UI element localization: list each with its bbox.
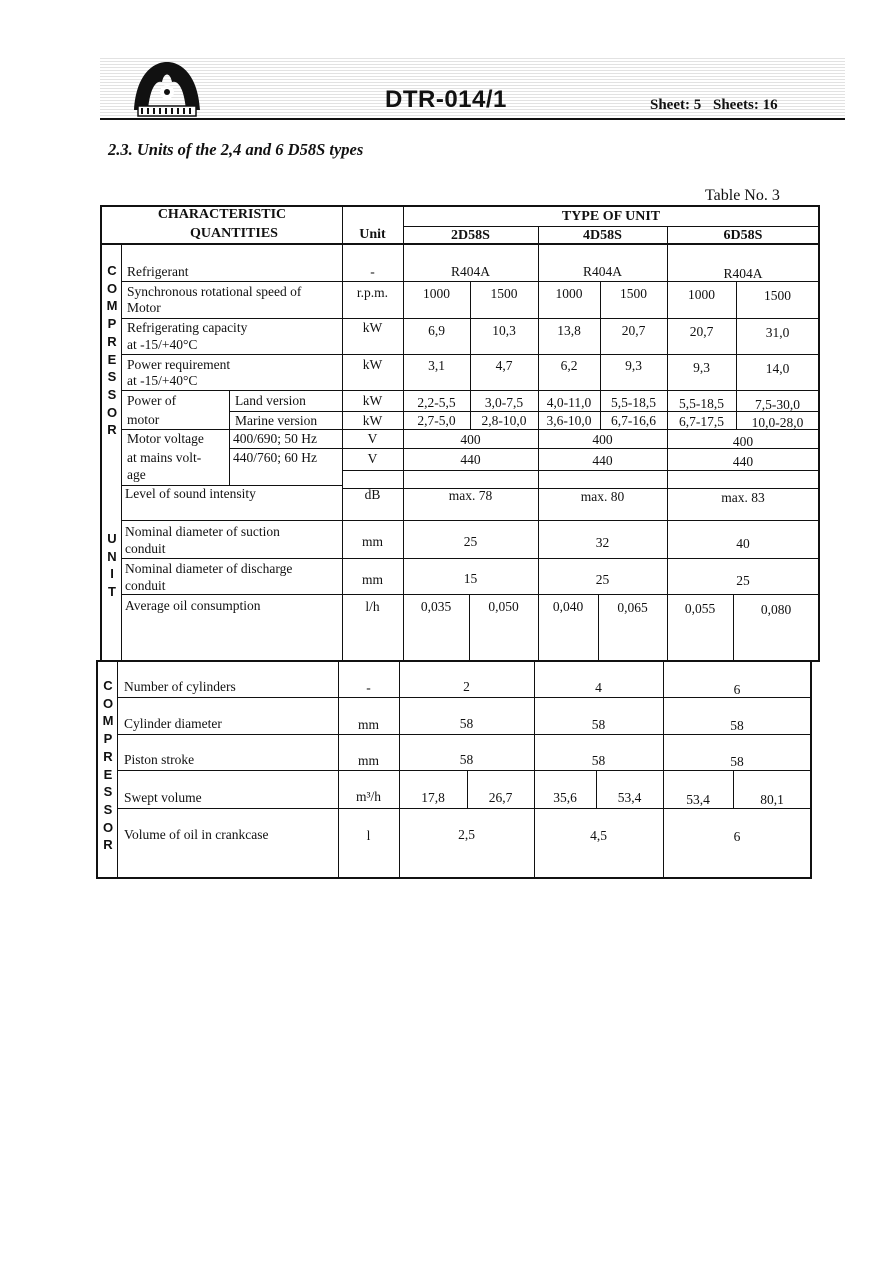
row-marine-v: 6,7-17,5 (679, 414, 724, 429)
row-voltage-r1-label: 400/690; 50 Hz (233, 431, 317, 446)
row-cylinders-label: Number of cylinders (124, 679, 236, 694)
row-power-req-label: Power requirement (127, 357, 231, 372)
row-swept-v: 53,4 (617, 790, 642, 805)
header-quantities: QUANTITIES (190, 226, 278, 241)
row-cylinders-unit: - (366, 680, 371, 695)
row-oil-v: 0,050 (488, 599, 519, 614)
row-refrigerant-2d: R404A (450, 264, 490, 279)
row-land-label: Land version (235, 393, 306, 408)
header-type-of-unit: TYPE OF UNIT (561, 209, 661, 224)
row-voltage-r2-4d: 440 (592, 453, 613, 468)
row-voltage-r2-2d: 440 (460, 452, 481, 467)
row-stroke-label: Piston stroke (124, 752, 195, 767)
row-cyl-diam-unit: mm (357, 717, 379, 732)
row-oil-crank-6d: 6 (733, 829, 741, 844)
row-oil-label: Average oil consumption (125, 598, 261, 613)
row-discharge-6d: 25 (736, 573, 750, 588)
table-number: Table No. 3 (705, 187, 780, 204)
row-power-motor-label-2: motor (127, 412, 160, 427)
row-suction-unit: mm (361, 534, 383, 549)
row-speed-unit: r.p.m. (356, 285, 389, 300)
row-cylinders-6d: 6 (733, 682, 741, 697)
row-voltage-r1-unit: V (367, 431, 378, 446)
row-discharge-label: Nominal diameter of discharge (125, 561, 293, 576)
row-stroke-4d: 58 (591, 753, 606, 768)
row-speed-v: 1000 (555, 286, 583, 301)
row-voltage-r1-6d: 400 (732, 434, 754, 449)
row-stroke-2d: 58 (459, 752, 474, 767)
row-stroke-6d: 58 (730, 754, 744, 769)
row-power-req-v: 6,2 (560, 358, 578, 373)
row-oil-v: 0,065 (617, 600, 648, 615)
row-voltage-r2-label: 440/760; 60 Hz (233, 450, 317, 465)
row-oil-crank-2d: 2,5 (458, 827, 475, 842)
row-line (121, 558, 819, 559)
row-speed-v: 1500 (490, 286, 518, 301)
row-capacity-v: 20,7 (689, 324, 714, 339)
row-marine-label: Marine version (235, 413, 318, 428)
row-speed-v: 1500 (620, 286, 647, 301)
row-oil-v: 0,035 (420, 599, 452, 614)
row-line (121, 594, 819, 595)
row-power-req-v: 4,7 (495, 358, 513, 373)
row-line (342, 470, 819, 471)
row-marine-v: 3,6-10,0 (546, 413, 592, 428)
row-sound-label: Level of sound intensity (125, 486, 256, 501)
header-rule (100, 118, 845, 120)
row-discharge-2d: 15 (463, 571, 478, 586)
row-marine-unit: kW (362, 413, 383, 428)
row-stroke-unit: mm (357, 753, 379, 768)
row-speed-v: 1500 (764, 288, 791, 303)
row-voltage-r1-2d: 400 (460, 432, 481, 447)
row-line (117, 734, 811, 735)
row-swept-label: Swept volume (124, 790, 202, 805)
row-capacity-unit: kW (362, 320, 383, 335)
row-line (117, 808, 811, 809)
row-marine-v: 2,7-5,0 (417, 413, 456, 428)
row-power-req-v: 9,3 (625, 358, 642, 373)
divider-group-label-lower (117, 660, 118, 878)
row-capacity-v: 20,7 (621, 323, 646, 338)
header-type-6d58s: 6D58S (723, 228, 763, 243)
row-cylinders-4d: 4 (595, 680, 602, 695)
row-cyl-diam-label: Cylinder diameter (124, 716, 222, 731)
row-speed-v: 1000 (423, 286, 450, 301)
row-land-v: 3,0-7,5 (484, 395, 524, 410)
row-discharge-label-2: conduit (125, 578, 166, 593)
sheets-total: Sheets: 16 (713, 97, 778, 113)
row-cyl-diam-4d: 58 (591, 717, 606, 732)
row-voltage-label-3: age (127, 467, 146, 482)
row-oil-v: 0,040 (552, 599, 584, 614)
row-swept-v: 35,6 (553, 790, 577, 805)
row-swept-v: 17,8 (421, 790, 445, 805)
row-sound-4d: max. 80 (580, 489, 625, 504)
row-oil-v: 0,080 (760, 602, 792, 617)
row-speed-v: 1000 (688, 287, 715, 302)
header-type-4d58s: 4D58S (583, 228, 622, 243)
row-refrigerant-unit: - (370, 264, 375, 279)
row-voltage-label-2: at mains volt- (127, 450, 202, 465)
row-refrigerant-4d: R404A (582, 264, 622, 279)
row-oil-v: 0,055 (684, 601, 716, 616)
group-label-unit: U N I T (107, 531, 117, 600)
row-oil-crank-4d: 4,5 (590, 828, 607, 843)
row-line (117, 770, 811, 771)
company-logo (132, 58, 202, 118)
header-unit: Unit (359, 227, 386, 242)
row-oil-crank-label: Volume of oil in crankcase (124, 827, 269, 842)
row-discharge-unit: mm (361, 572, 383, 587)
row-power-req-label-2: at -15/+40°C (127, 373, 198, 388)
row-power-req-v: 14,0 (765, 361, 790, 376)
row-voltage-r2-unit: V (367, 451, 378, 466)
row-marine-v: 2,8-10,0 (481, 413, 527, 428)
row-suction-6d: 40 (736, 536, 750, 551)
row-power-req-v: 3,1 (428, 358, 445, 373)
group-label-compressor-unit: C O M P R E S S O R (106, 263, 118, 438)
row-cylinders-2d: 2 (463, 679, 470, 694)
table-border-left-upper (100, 205, 102, 660)
row-voltage-r1-4d: 400 (592, 432, 613, 447)
header-type-2d58s: 2D58S (451, 228, 490, 243)
row-line (121, 520, 819, 521)
row-swept-v: 53,4 (686, 792, 710, 807)
row-suction-4d: 32 (595, 535, 610, 550)
row-land-v: 5,5-18,5 (611, 395, 656, 410)
row-oil-crank-unit: l (366, 828, 371, 843)
row-capacity-label-2: at -15/+40°C (127, 337, 198, 352)
row-sound-6d: max. 83 (721, 490, 765, 505)
row-land-v: 5,5-18,5 (679, 396, 724, 411)
row-cyl-diam-6d: 58 (730, 718, 744, 733)
row-land-unit: kW (362, 393, 383, 408)
table-border-left-lower (96, 660, 98, 879)
row-discharge-4d: 25 (595, 572, 610, 587)
row-power-req-unit: kW (362, 357, 383, 372)
row-swept-v: 26,7 (488, 790, 513, 805)
row-suction-2d: 25 (463, 534, 478, 549)
line-type-under (403, 226, 819, 227)
group-label-compressor: C O M P R E S S O R (102, 678, 114, 853)
header-characteristic: CHARACTERISTIC (157, 207, 287, 222)
row-refrigerant-6d: R404A (723, 266, 763, 281)
divider-group-label (121, 244, 122, 660)
section-divider (96, 660, 820, 662)
row-speed-label-2: Motor (127, 300, 161, 315)
row-capacity-label: Refrigerating capacity (127, 320, 248, 335)
row-sound-2d: max. 78 (448, 488, 493, 503)
row-swept-v: 80,1 (760, 792, 784, 807)
row-suction-label: Nominal diameter of suction (125, 524, 280, 539)
row-power-motor-label: Power of (127, 393, 177, 408)
row-suction-label-2: conduit (125, 541, 166, 556)
section-title: 2.3. Units of the 2,4 and 6 D58S types (108, 140, 364, 159)
document-code: DTR-014/1 (385, 86, 507, 113)
row-power-req-v: 9,3 (693, 360, 710, 375)
row-capacity-v: 31,0 (765, 325, 790, 340)
row-land-v: 4,0-11,0 (546, 395, 592, 410)
row-marine-v: 10,0-28,0 (751, 415, 804, 430)
row-swept-unit: m³/h (355, 789, 382, 804)
row-capacity-v: 13,8 (557, 323, 581, 338)
row-sound-unit: dB (364, 487, 381, 502)
row-voltage-label: Motor voltage (127, 431, 204, 446)
row-land-v: 2,2-5,5 (417, 395, 456, 410)
row-cyl-diam-2d: 58 (459, 716, 474, 731)
sub-divider (229, 390, 230, 485)
row-capacity-v: 10,3 (492, 323, 516, 338)
row-speed-label: Synchronous rotational speed of (127, 284, 302, 299)
sheet-number: Sheet: 5 (650, 97, 702, 113)
row-refrigerant-label: Refrigerant (127, 264, 189, 279)
row-marine-v: 6,7-16,6 (611, 413, 656, 428)
row-land-v: 7,5-30,0 (755, 397, 800, 412)
row-capacity-v: 6,9 (428, 323, 445, 338)
sheet-info (650, 97, 786, 114)
row-voltage-r2-6d: 440 (732, 454, 754, 469)
table-border-bottom (96, 877, 812, 879)
row-oil-unit: l/h (365, 599, 380, 614)
